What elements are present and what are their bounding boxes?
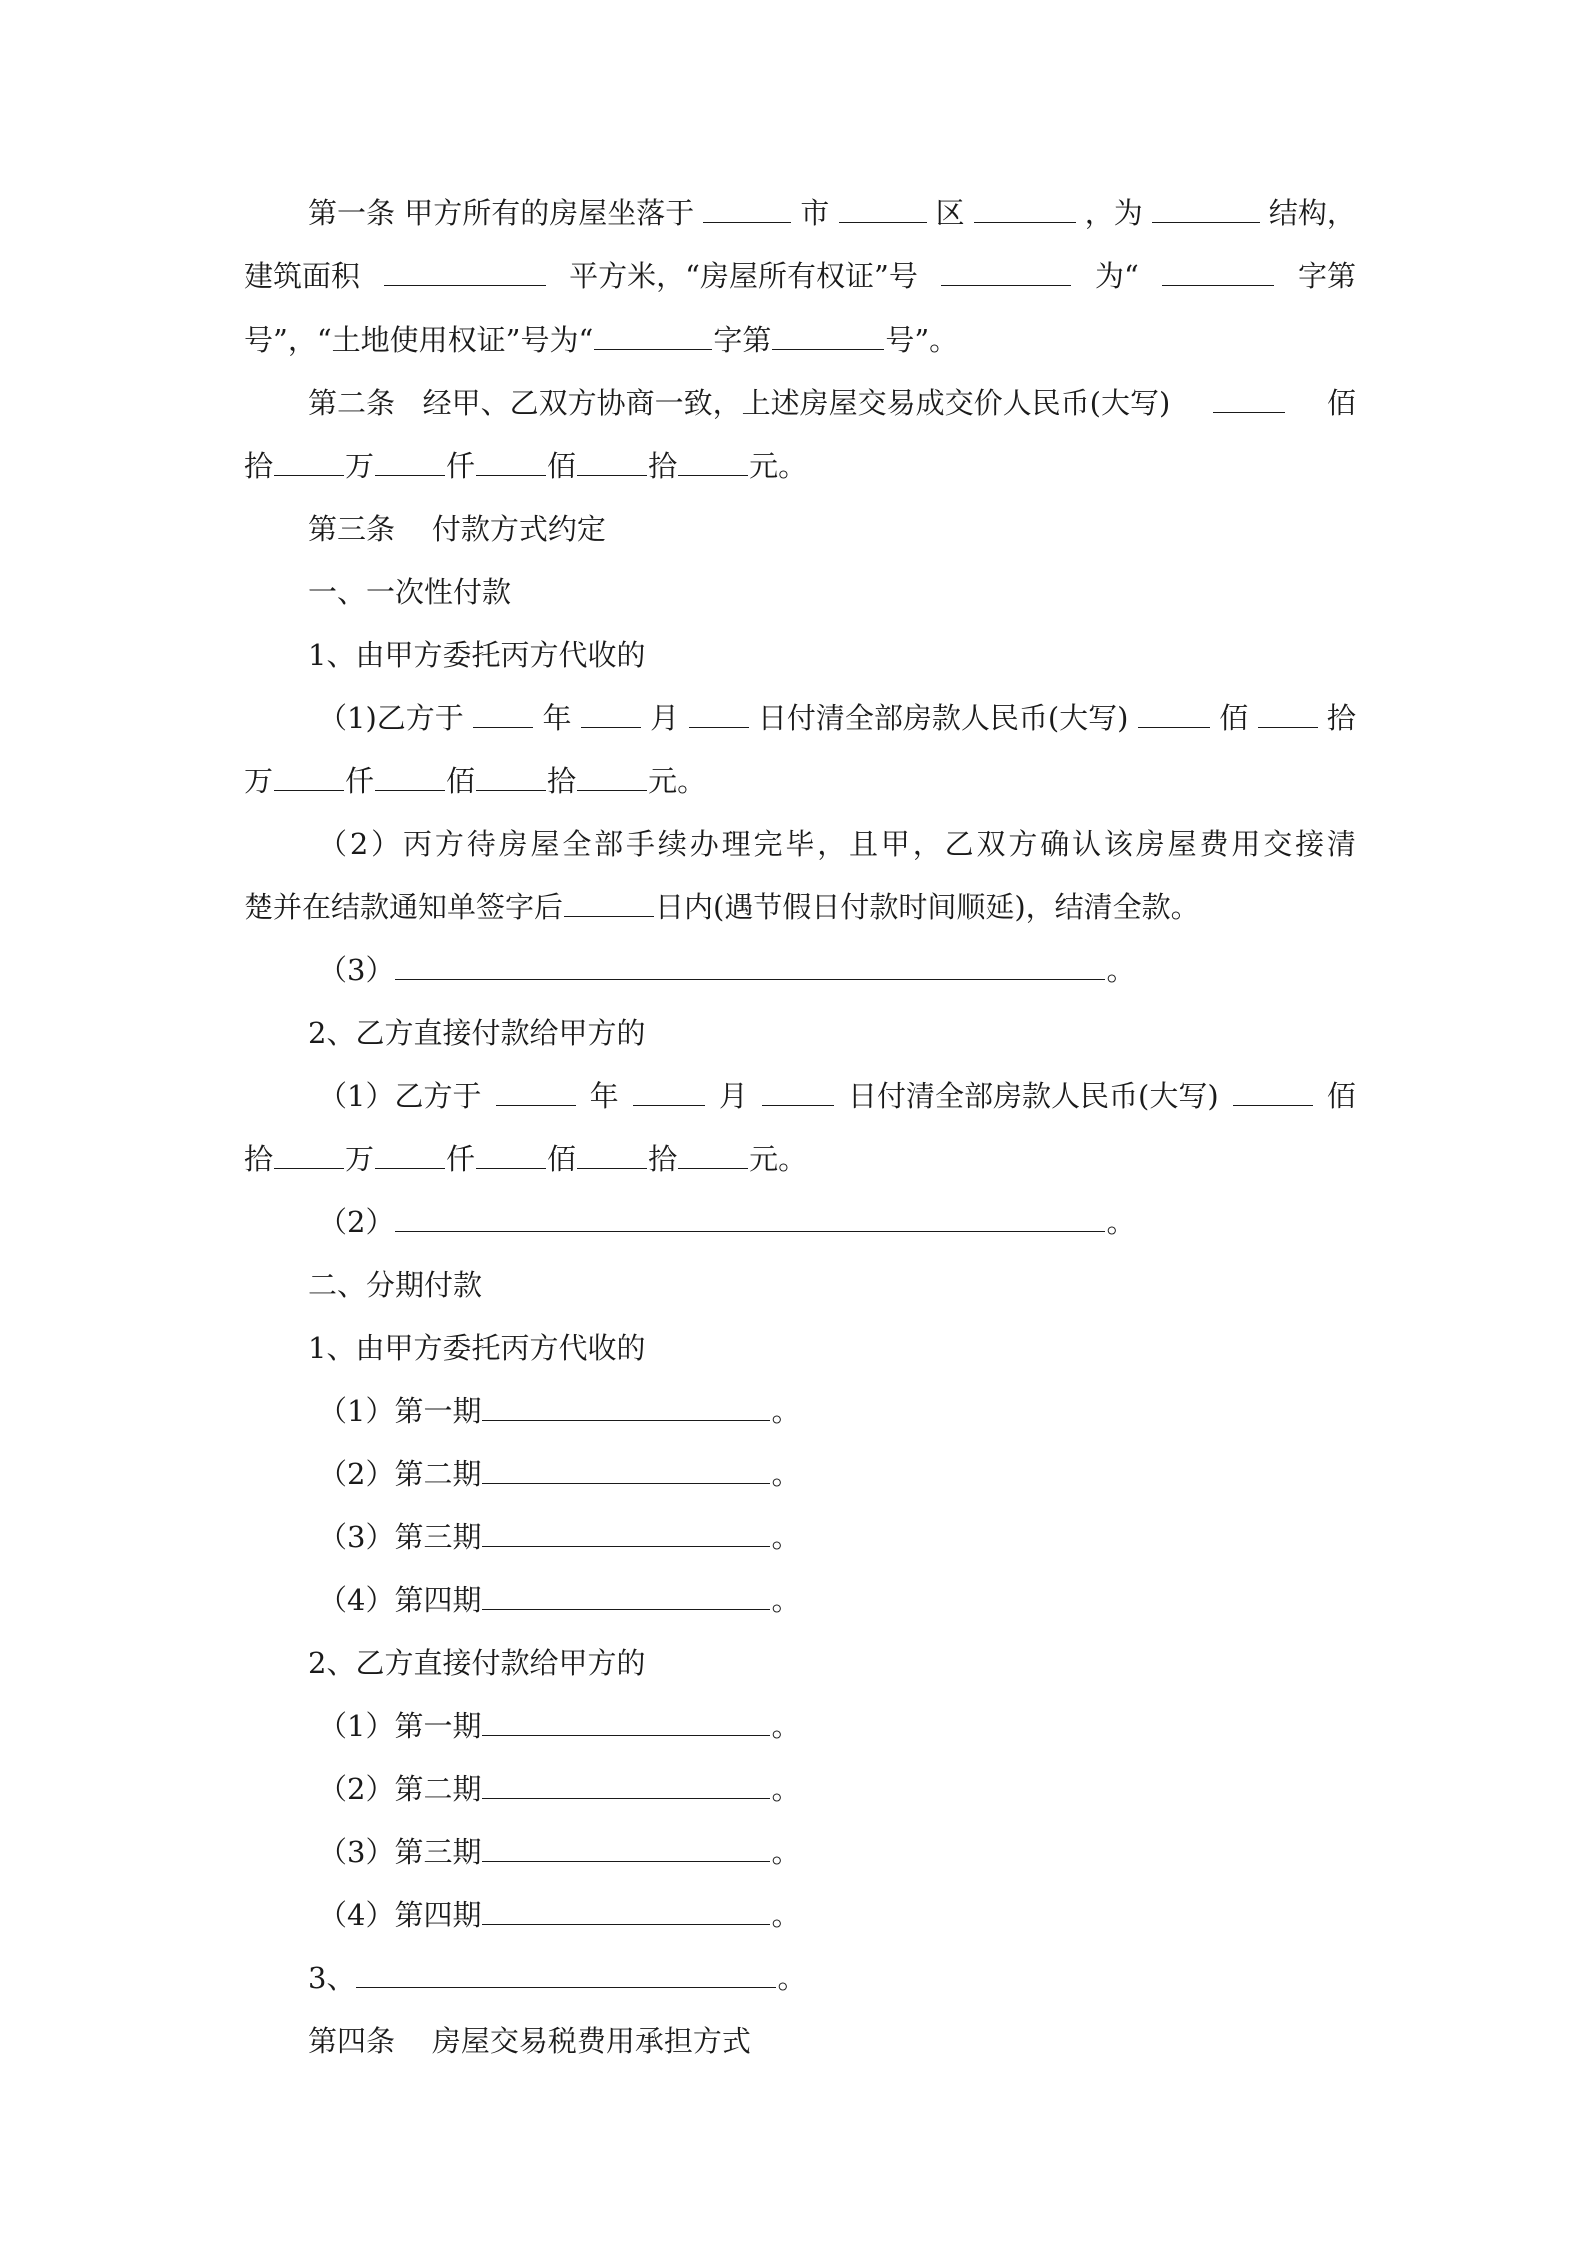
days-blank[interactable] (564, 892, 654, 917)
price-blank[interactable] (375, 766, 445, 791)
lump-escrow-item-2-line-2: 楚并在结款通知单签字后 日内(遇节假日付款时间顺延)，结清全款。 (244, 890, 1200, 924)
escrow-period-1: （1）第一期 。 (318, 1394, 801, 1428)
price-blank[interactable] (274, 766, 344, 791)
other-terms-blank[interactable] (395, 955, 1105, 980)
price-blank[interactable] (678, 1144, 748, 1169)
article-1-line-2: 建筑面积 平方米，“房屋所有权证”号 为“ 字第 (244, 259, 1356, 293)
price-blank[interactable] (678, 451, 748, 476)
price-blank[interactable] (1138, 703, 1210, 728)
city-blank[interactable] (703, 198, 791, 223)
other-terms-blank[interactable] (356, 1963, 776, 1988)
direct-period-2: （2）第二期 。 (318, 1772, 801, 1806)
article-2-line-2: 拾 万 仟 佰 拾 元。 (244, 449, 808, 483)
article-1-line-3: 号”，“土地使用权证”号为“ 字第 号”。 (244, 323, 959, 357)
installment-item-3: 3、 。 (308, 1961, 807, 1995)
subsection-direct-installments: 2、乙方直接付款给甲方的 (308, 1646, 646, 1680)
article-1-label: 第一条 (308, 196, 396, 230)
article-2-label: 第二条 (308, 386, 396, 420)
price-blank[interactable] (476, 1144, 546, 1169)
lump-escrow-item-2-line-1: （ 2 ） 丙 方 待 房 屋 全 部 手 续 办 理 完 毕 ， 且 甲 ， 乙 双 方 确 认 该 房 屋 费 用 交 接 清 (318, 827, 1356, 861)
period-blank[interactable] (482, 1837, 770, 1862)
land-cert-number-blank[interactable] (772, 325, 884, 350)
other-terms-blank[interactable] (395, 1207, 1105, 1232)
price-blank[interactable] (375, 1144, 445, 1169)
lump-direct-item-1-line-2: 拾 万 仟 佰 拾 元。 (244, 1142, 808, 1176)
direct-period-1: （1）第一期 。 (318, 1709, 801, 1743)
month-blank[interactable] (633, 1081, 705, 1106)
section-installments: 二、分期付款 (308, 1268, 483, 1302)
period-blank[interactable] (482, 1900, 770, 1925)
lump-direct-item-2: （2） 。 (318, 1205, 1136, 1239)
day-blank[interactable] (762, 1081, 834, 1106)
day-blank[interactable] (689, 703, 749, 728)
land-cert-word-blank[interactable] (594, 325, 712, 350)
article-1-line-1: 第一条 甲方所有的房屋坐落于 市 区 ，为 结构， (308, 193, 1356, 233)
area-blank[interactable] (384, 261, 546, 286)
period-blank[interactable] (482, 1711, 770, 1736)
escrow-period-2: （2）第二期 。 (318, 1457, 801, 1491)
subsection-escrow-installments: 1、由甲方委托丙方代收的 (308, 1331, 646, 1365)
ownership-cert-blank[interactable] (941, 261, 1071, 286)
price-blank[interactable] (1258, 703, 1318, 728)
price-blank[interactable] (476, 766, 546, 791)
price-blank[interactable] (375, 451, 445, 476)
section-lump-sum: 一、一次性付款 (308, 575, 512, 609)
structure-blank[interactable] (1152, 198, 1260, 223)
direct-period-4: （4）第四期 。 (318, 1898, 801, 1932)
article-2-line-1: 第二条 经甲、乙双方协商一致，上述房屋交易成交价人民币(大写) 佰 (308, 383, 1356, 423)
price-blank[interactable] (476, 451, 546, 476)
price-blank[interactable] (274, 451, 344, 476)
lump-direct-item-1-line-1: （1）乙方于 年 月 日付清全部房款人民币(大写) 佰 (318, 1079, 1356, 1113)
year-blank[interactable] (473, 703, 533, 728)
escrow-period-4: （4）第四期 。 (318, 1583, 801, 1617)
subsection-escrow: 1、由甲方委托丙方代收的 (308, 638, 646, 672)
period-blank[interactable] (482, 1522, 770, 1547)
month-blank[interactable] (581, 703, 641, 728)
price-blank[interactable] (577, 451, 647, 476)
district-blank[interactable] (839, 198, 927, 223)
subsection-direct: 2、乙方直接付款给甲方的 (308, 1016, 646, 1050)
address-blank[interactable] (974, 198, 1076, 223)
period-blank[interactable] (482, 1774, 770, 1799)
period-blank[interactable] (482, 1459, 770, 1484)
price-blank[interactable] (577, 766, 647, 791)
period-blank[interactable] (482, 1585, 770, 1610)
lump-escrow-item-1-line-1: （1)乙方于 年 月 日付清全部房款人民币(大写) 佰 拾 (318, 701, 1356, 735)
price-hundred-million-blank[interactable] (1213, 388, 1285, 413)
price-blank[interactable] (577, 1144, 647, 1169)
article-3-title: 第三条 付款方式约定 (308, 512, 606, 546)
lump-escrow-item-1-line-2: 万 仟 佰 拾 元。 (244, 764, 707, 798)
price-blank[interactable] (274, 1144, 344, 1169)
article-4-title: 第四条 房屋交易税费用承担方式 (308, 2024, 751, 2058)
year-blank[interactable] (496, 1081, 576, 1106)
price-blank[interactable] (1233, 1081, 1313, 1106)
ownership-word-blank[interactable] (1162, 261, 1274, 286)
lump-escrow-item-3: （3） 。 (318, 953, 1136, 987)
period-blank[interactable] (482, 1396, 770, 1421)
direct-period-3: （3）第三期 。 (318, 1835, 801, 1869)
escrow-period-3: （3）第三期 。 (318, 1520, 801, 1554)
